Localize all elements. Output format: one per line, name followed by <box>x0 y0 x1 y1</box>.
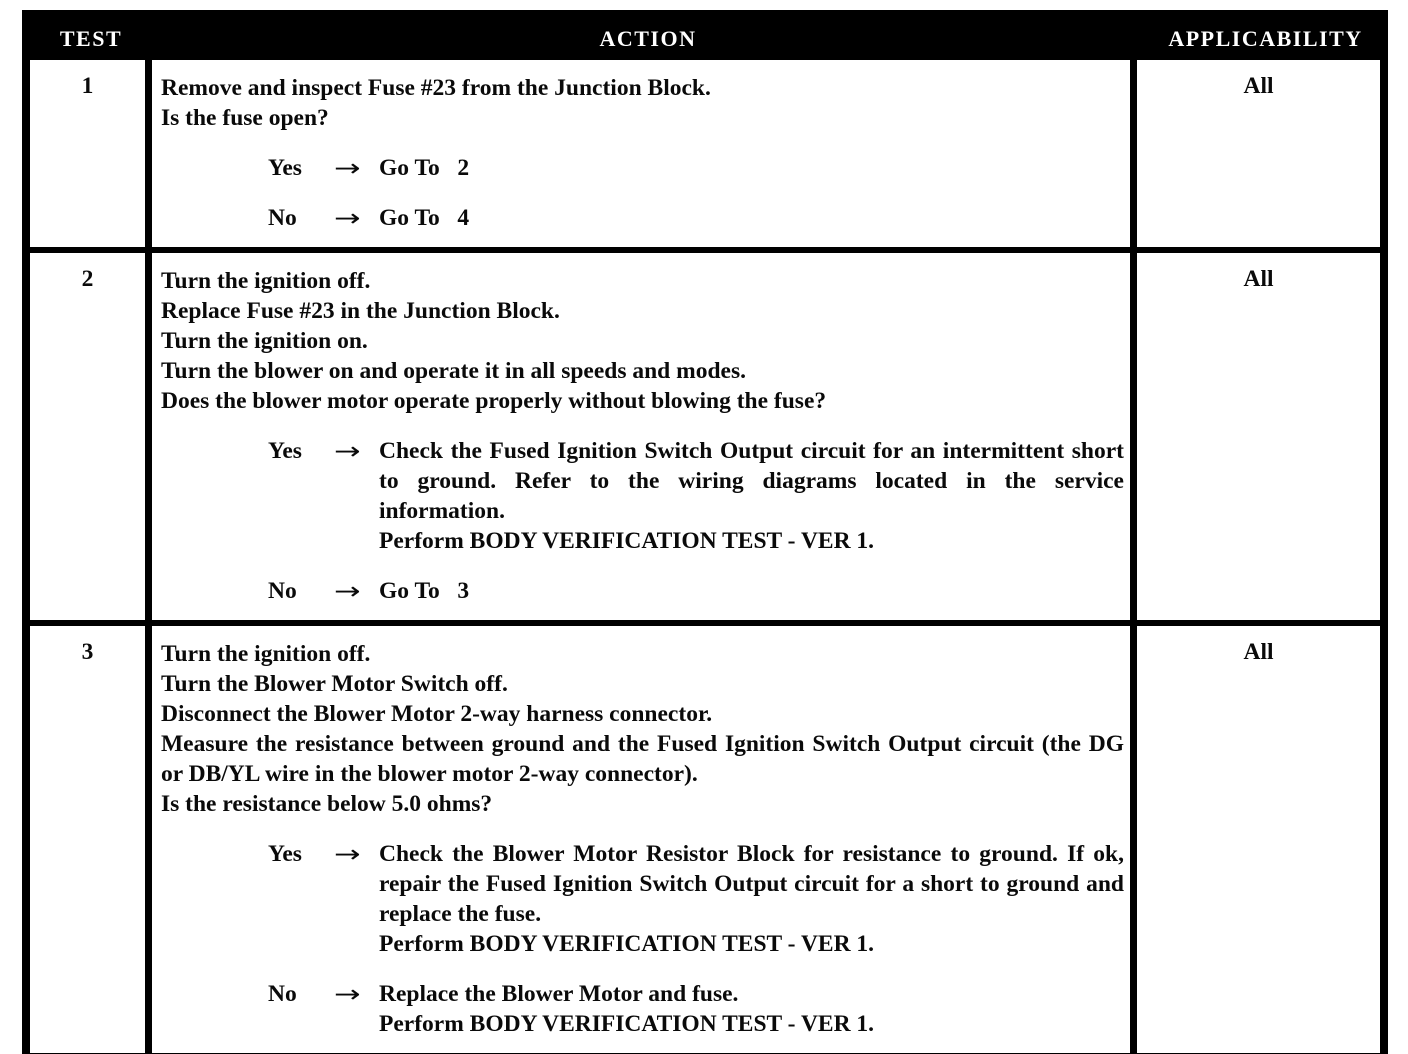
answer-result-paragraph: Replace the Blower Motor and fuse. <box>379 981 739 1007</box>
table-row <box>30 247 1380 620</box>
answer-label: No <box>268 981 297 1007</box>
arrow-right-icon: → <box>334 577 361 605</box>
applicability-cell: All <box>1243 73 1274 99</box>
answer-result-paragraph: Perform BODY VERIFICATION TEST - VER 1. <box>379 528 875 554</box>
answer-result-paragraph: Perform BODY VERIFICATION TEST - VER 1. <box>379 931 875 957</box>
table-body <box>30 60 1380 1053</box>
action-step: Replace Fuse #23 in the Junction Block. <box>161 298 560 324</box>
answer-label: Yes <box>268 438 302 464</box>
action-step: Is the resistance below 5.0 ohms? <box>161 791 493 817</box>
answer-result <box>379 153 1124 183</box>
answer-row <box>268 153 1124 183</box>
arrow-right-icon: → <box>334 204 361 232</box>
answer-label: Yes <box>268 841 302 867</box>
table-header-row <box>30 18 1380 60</box>
answer-label: No <box>268 205 297 231</box>
column-header-action: ACTION <box>599 26 697 51</box>
answer-row <box>268 576 1124 606</box>
table-row <box>30 620 1380 1053</box>
answer-result-paragraph: Go To 3 <box>379 578 470 604</box>
test-number-cell: 1 <box>81 73 94 99</box>
answer-result-paragraph: Go To 4 <box>379 205 470 231</box>
applicability-cell: All <box>1243 266 1274 292</box>
action-step: Turn the Blower Motor Switch off. <box>161 671 508 697</box>
action-step: Turn the ignition on. <box>161 328 368 354</box>
answer-label: Yes <box>268 155 302 181</box>
action-step: Turn the ignition off. <box>161 268 371 294</box>
action-step: Measure the resistance between ground and the Fused Ignition Switch Output circuit (the DG or DB/YL wire in the blower motor 2-way connector). <box>161 731 1124 787</box>
column-header-applicability: APPLICABILITY <box>1168 26 1363 51</box>
arrow-right-icon: → <box>334 980 361 1008</box>
answer-result-paragraph: Go To 2 <box>379 155 470 181</box>
test-number-cell: 2 <box>81 266 94 292</box>
action-step: Turn the blower on and operate it in all speeds and modes. <box>161 358 746 384</box>
answer-result-paragraph: Perform BODY VERIFICATION TEST - VER 1. <box>379 1011 875 1037</box>
action-step: Disconnect the Blower Motor 2-way harness connector. <box>161 701 713 727</box>
answer-result <box>379 203 1124 233</box>
arrow-right-icon: → <box>334 840 361 868</box>
action-step: Remove and inspect Fuse #23 from the Junction Block. <box>161 75 711 101</box>
action-step: Is the fuse open? <box>161 105 329 131</box>
answer-row <box>268 203 1124 233</box>
action-cell <box>145 626 1137 1053</box>
arrow-right-icon: → <box>334 437 361 465</box>
applicability-cell: All <box>1243 639 1274 665</box>
test-number-cell: 3 <box>81 639 94 665</box>
action-cell <box>145 60 1137 247</box>
answer-row <box>268 979 1124 1039</box>
answer-result <box>379 436 1124 556</box>
answer-label: No <box>268 578 297 604</box>
table-row <box>30 60 1380 247</box>
arrow-right-icon: → <box>334 154 361 182</box>
action-step: Turn the ignition off. <box>161 641 371 667</box>
answer-row <box>268 436 1124 556</box>
column-header-test: TEST <box>59 26 123 51</box>
answer-result <box>379 576 1124 606</box>
answer-result-paragraph: Check the Fused Ignition Switch Output circuit for an intermittent short to ground. Refer to the wiring diagrams located in the service information. <box>379 438 1124 524</box>
answer-result <box>379 979 1124 1039</box>
answer-row <box>268 839 1124 959</box>
action-step: Does the blower motor operate properly without blowing the fuse? <box>161 388 827 414</box>
diagnostic-test-table <box>22 10 1388 1054</box>
action-cell <box>145 253 1137 620</box>
answer-result <box>379 839 1124 959</box>
answer-result-paragraph: Check the Blower Motor Resistor Block for resistance to ground. If ok, repair the Fused Ignition Switch Output circuit for a short to ground and replace the fuse. <box>379 841 1124 927</box>
